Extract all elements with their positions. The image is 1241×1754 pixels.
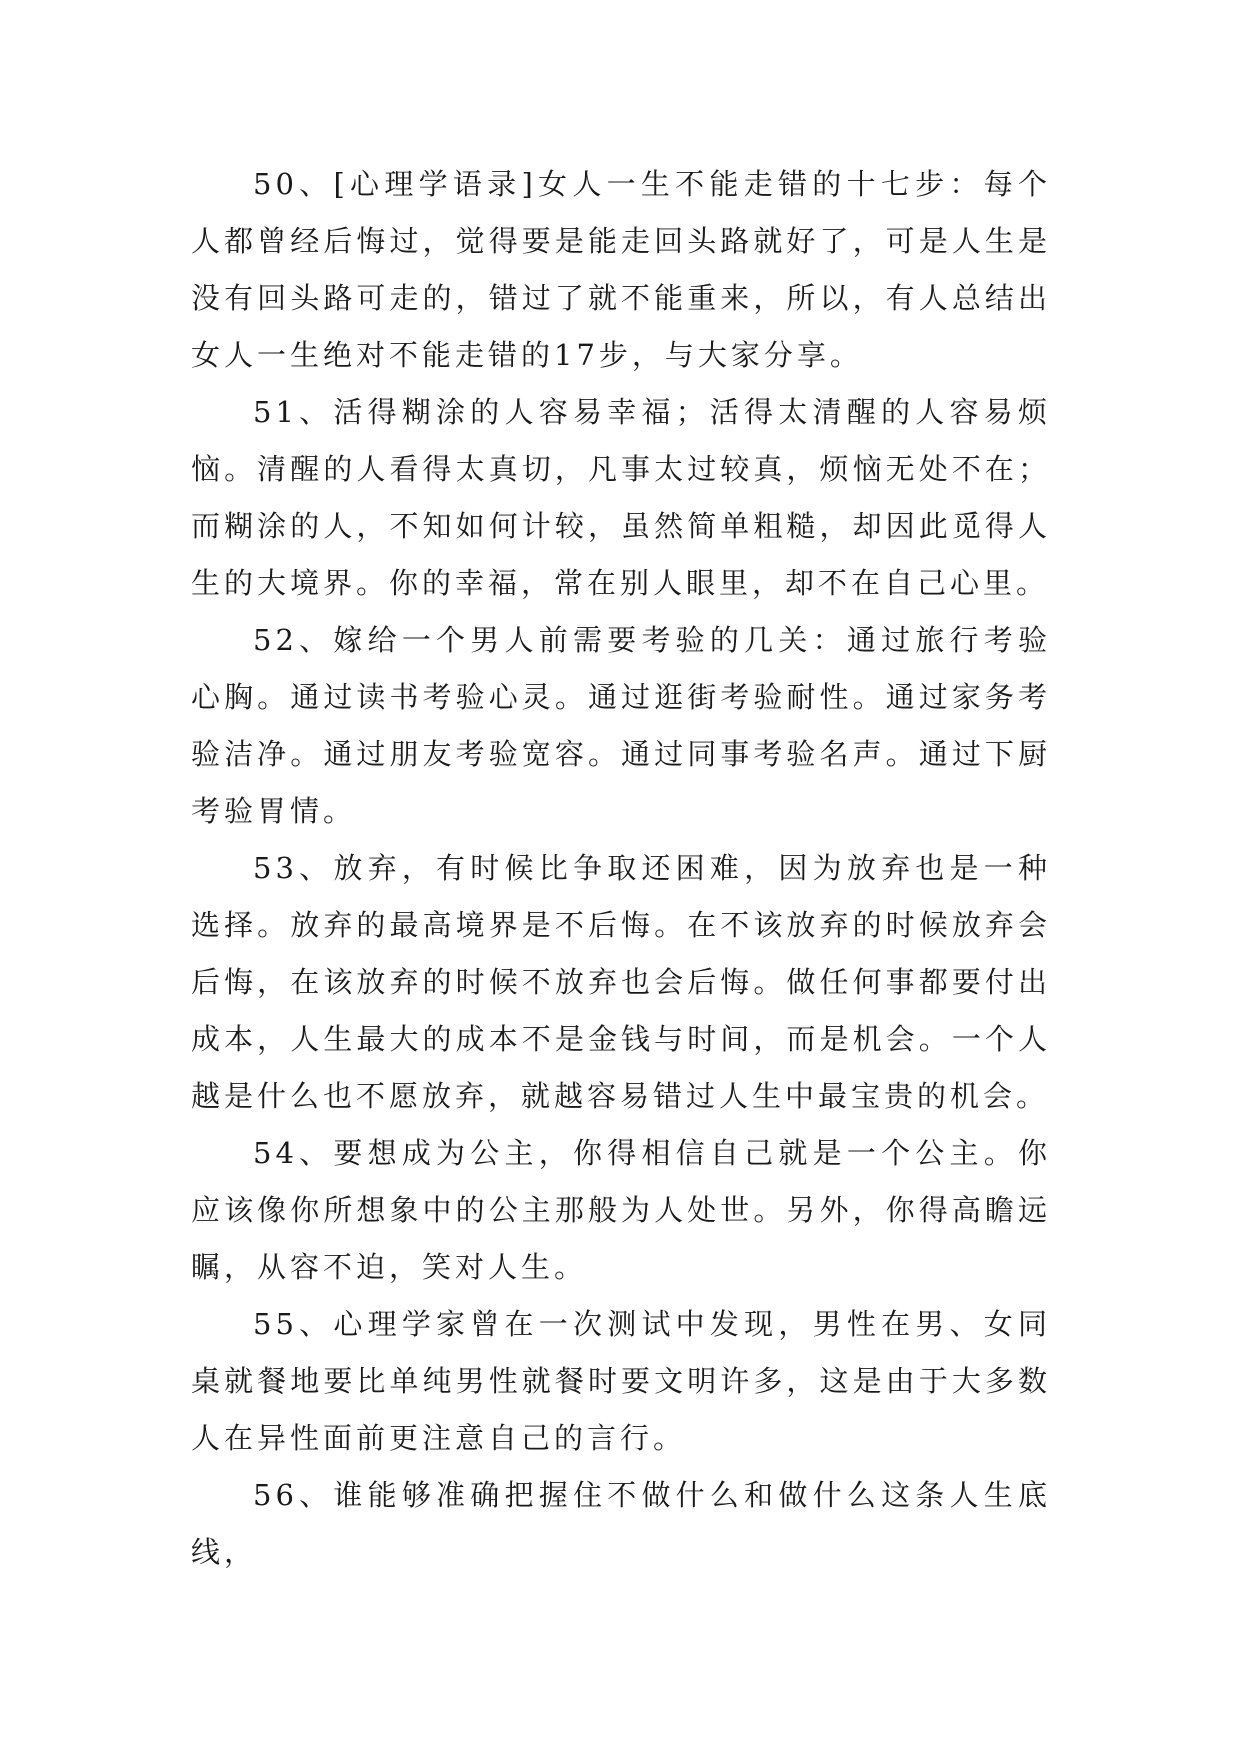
paragraph-56: 56、谁能够准确把握住不做什么和做什么这条人生底线， [191,1478,1051,1569]
paragraph-53: 53、放弃，有时候比争取还困难，因为放弃也是一种选择。放弃的最高境界是不后悔。在不该放弃的时候放弃会后悔，在该放弃的时候不放弃也会后悔。做任何事都要付出成本，人生最大的成本不是金钱与时间，而是机会。一个人越是什么也不愿放弃，就越容易错过人生中最宝贵的机会。 [191,851,1051,1113]
paragraph-54: 54、要想成为公主，你得相信自己就是一个公主。你应该像你所想象中的公主那般为人处世。另外，你得高瞻远瞩，从容不迫，笑对人生。 [191,1136,1051,1284]
paragraph-52: 52、嫁给一个男人前需要考验的几关：通过旅行考验心胸。通过读书考验心灵。通过逛街考验耐性。通过家务考验洁净。通过朋友考验宽容。通过同事考验名声。通过下厨考验胃情。 [191,623,1051,828]
paragraph-51: 51、活得糊涂的人容易幸福；活得太清醒的人容易烦恼。清醒的人看得太真切，凡事太过较真，烦恼无处不在；而糊涂的人，不知如何计较，虽然简单粗糙，却因此觅得人生的大境界。你的幸福，常在别人眼里，却不在自己心里。 [191,395,1051,600]
paragraph-55: 55、心理学家曾在一次测试中发现，男性在男、女同桌就餐地要比单纯男性就餐时要文明许多，这是由于大多数人在异性面前更注意自己的言行。 [191,1307,1051,1455]
document-body [191,156,1051,1581]
paragraph-50: 50、[心理学语录]女人一生不能走错的十七步：每个人都曾经后悔过，觉得要是能走回头路就好了，可是人生是没有回头路可走的，错过了就不能重来，所以，有人总结出女人一生绝对不能走错的17步，与大家分享。 [191,167,1051,372]
